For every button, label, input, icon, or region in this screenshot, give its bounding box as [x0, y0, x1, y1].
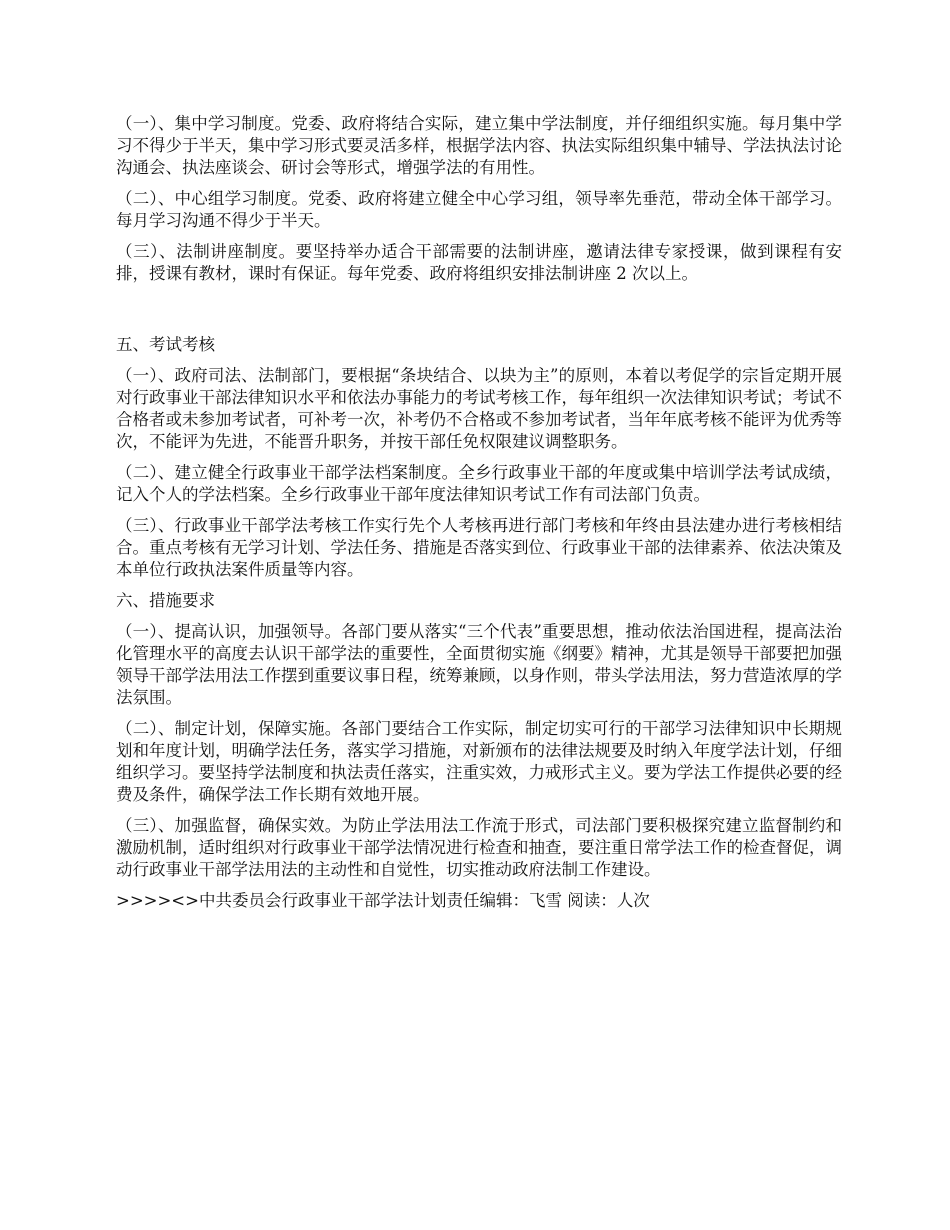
paragraph-leadership: （一）、提高认识，加强领导。各部门要从落实“三个代表”重要思想，推动依法治国进程，提高法治化管理水平的高度去认识干部学法的重要性，全面贯彻实施《纲要》精神，尤其是领导干部要把加强领导干部学法用法工作摆到重要议事日程，统筹兼顾，以身作则，带头学法用法，努力营造浓厚的学法氛围。	[116, 622, 842, 707]
paragraph-central-group-study: （二）、中心组学习制度。党委、政府将建立健全中心学习组，领导率先垂范，带动全体干部学习。每月学习沟通不得少于半天。	[116, 189, 842, 230]
paragraph-study-records: （二）、建立健全行政事业干部学法档案制度。全乡行政事业干部的年度或集中培训学法考试成绩，记入个人的学法档案。全乡行政事业干部年度法律知识考试工作有司法部门负责。	[116, 463, 842, 504]
footer-editor-line: >>>><>中共委员会行政事业干部学法计划责任编辑：飞雪 阅读：人次	[116, 891, 650, 910]
paragraph-concentrated-study: （一）、集中学习制度。党委、政府将结合实际，建立集中学法制度，并仔细组织实施。每月集中学习不得少于半天，集中学习形式要灵活多样，根据学法内容、执法实际组织集中辅导、学法执法讨论沟通会、执法座谈会、研讨会等形式，增强学法的有用性。	[116, 114, 842, 177]
paragraph-planning: （二）、制定计划，保障实施。各部门要结合工作实际，制定切实可行的干部学习法律知识中长期规划和年度计划，明确学法任务，落实学习措施，对新颁布的法律法规要及时纳入年度学法计划，仔细组织学习。要坚持学法制度和执法责任落实，注重实效，力戒形式主义。要为学法工作提供必要的经费及条件，确保学法工作长期有效地开展。	[116, 719, 842, 804]
section-heading-measures: 六、措施要求	[116, 591, 215, 610]
paragraph-assessment-combined: （三）、行政事业干部学法考核工作实行先个人考核再进行部门考核和年终由县法建办进行考核相结合。重点考核有无学习计划、学法任务、措施是否落实到位、行政事业干部的法律素养、依法决策及本单位行政执法案件质量等内容。	[116, 516, 842, 579]
paragraph-exam-organization: （一）、政府司法、法制部门，要根据“条块结合、以块为主”的原则，本着以考促学的宗旨定期开展对行政事业干部法律知识水平和依法办事能力的考试考核工作，每年组织一次法律知识考试；考试不合格者或未参加考试者，可补考一次，补考仍不合格或不参加考试者，当年年底考核不能评为优秀等次，不能评为先进，不能晋升职务，并按干部任免权限建议调整职务。	[116, 366, 842, 451]
section-heading-exam-assessment: 五、考试考核	[116, 335, 215, 354]
paragraph-supervision: （三）、加强监督，确保实效。为防止学法用法工作流于形式，司法部门要积极探究建立监督制约和激励机制，适时组织对行政事业干部学法情况进行检查和抽查，要注重日常学法工作的检查督促，调动行政事业干部学法用法的主动性和自觉性，切实推动政府法制工作建设。	[116, 816, 842, 879]
paragraph-legal-lectures: （三）、法制讲座制度。要坚持举办适合干部需要的法制讲座，邀请法律专家授课，做到课程有安排，授课有教材，课时有保证。每年党委、政府将组织安排法制讲座 2 次以上。	[116, 242, 842, 283]
section-spacer	[116, 294, 842, 334]
document-body	[116, 113, 842, 912]
